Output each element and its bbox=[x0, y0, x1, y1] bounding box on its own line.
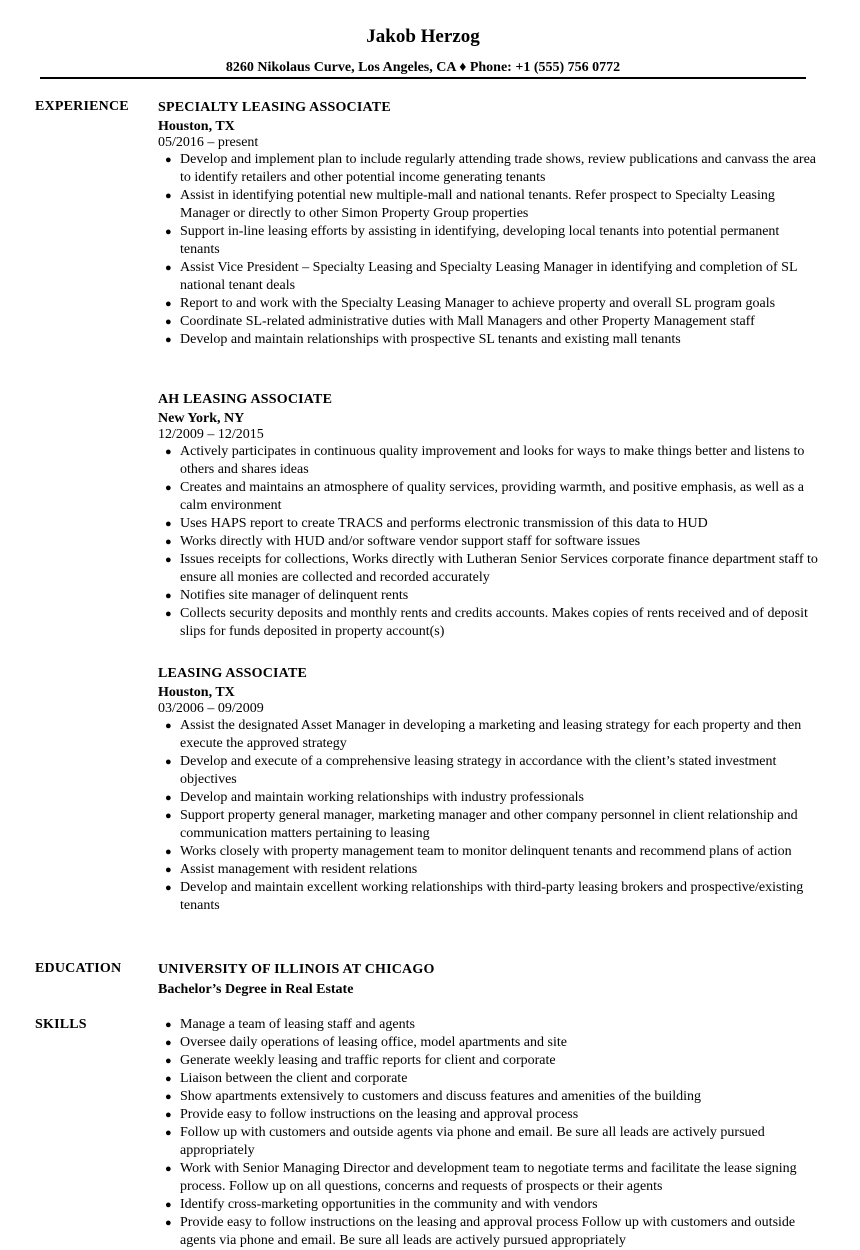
skill-item: ● Provide easy to follow instructions on the leasing and approval process Follow up with customers and outside agents via phone and email. Be sure all leads are actively pursued appropriately bbox=[165, 1215, 796, 1248]
bullet-icon: ● bbox=[165, 154, 172, 166]
bullet-item: ● Uses HAPS report to create TRACS and performs electronic transmission of this data to HUD bbox=[165, 516, 708, 531]
experience-entry bbox=[158, 99, 818, 349]
skill-item: ● Manage a team of leasing staff and agents bbox=[165, 1017, 415, 1032]
skill-item: ● Liaison between the client and corporate bbox=[165, 1071, 408, 1086]
bullet-icon: ● bbox=[165, 536, 172, 548]
bullet-icon: ● bbox=[165, 1109, 172, 1121]
bullet-icon: ● bbox=[165, 316, 172, 328]
bullet-icon: ● bbox=[165, 720, 172, 732]
job-location: Houston, TX bbox=[158, 685, 235, 700]
job-dates: 05/2016 – present bbox=[158, 135, 259, 150]
bullet-item: ● Assist in identifying potential new multiple-mall and national tenants. Refer prospect to Specialty Leasing Manager or directly to other Simon Property Group properties bbox=[165, 188, 775, 221]
bullet-icon: ● bbox=[165, 792, 172, 804]
bullet-item: ● Report to and work with the Specialty Leasing Manager to achieve property and overall SL program goals bbox=[165, 296, 776, 311]
bullet-item: ● Collects security deposits and monthly rents and credits accounts. Makes copies of rents received and of deposit slips for funds deposited in property account(s) bbox=[165, 606, 808, 639]
resume-name: Jakob Herzog bbox=[366, 26, 480, 47]
bullet-icon: ● bbox=[165, 1019, 172, 1031]
skill-item: ● Show apartments extensively to customers and discuss features and amenities of the building bbox=[165, 1089, 701, 1104]
bullet-icon: ● bbox=[165, 190, 172, 202]
bullet-icon: ● bbox=[165, 262, 172, 274]
degree: Bachelor’s Degree in Real Estate bbox=[158, 982, 354, 997]
bullet-item: ● Develop and execute of a comprehensive leasing strategy in accordance with the client’s stated investment objectives bbox=[165, 754, 777, 787]
bullet-icon: ● bbox=[165, 482, 172, 494]
experience-entry bbox=[158, 665, 818, 915]
bullet-icon: ● bbox=[165, 1163, 172, 1175]
bullet-icon: ● bbox=[165, 756, 172, 768]
job-bullets bbox=[158, 443, 818, 641]
skills-list bbox=[158, 1016, 818, 1250]
job-bullets bbox=[158, 717, 818, 915]
bullet-icon: ● bbox=[165, 810, 172, 822]
education-label: EDUCATION bbox=[35, 961, 122, 976]
bullet-item: ● Actively participates in continuous quality improvement and looks for ways to make things better and listens to others and shares ideas bbox=[165, 444, 805, 477]
bullet-item: ● Issues receipts for collections, Works directly with Lutheran Senior Services corporate finance department staff to ensure all monies are collected and recorded accurately bbox=[165, 552, 818, 585]
bullet-item: ● Assist Vice President – Specialty Leasing and Specialty Leasing Manager in identifying and completion of SL national tenant deals bbox=[165, 260, 797, 293]
skill-item: ● Oversee daily operations of leasing office, model apartments and site bbox=[165, 1035, 567, 1050]
bullet-icon: ● bbox=[165, 882, 172, 894]
bullet-item: ● Assist management with resident relations bbox=[165, 862, 418, 877]
bullet-item: ● Develop and maintain excellent working relationships with third-party leasing brokers and prospective/existing tenants bbox=[165, 880, 804, 913]
bullet-icon: ● bbox=[165, 446, 172, 458]
skills-label: SKILLS bbox=[35, 1017, 87, 1032]
job-dates: 12/2009 – 12/2015 bbox=[158, 427, 264, 442]
bullet-icon: ● bbox=[165, 1217, 172, 1229]
bullet-icon: ● bbox=[165, 590, 172, 602]
bullet-item: ● Notifies site manager of delinquent rents bbox=[165, 588, 409, 603]
job-bullets bbox=[158, 151, 818, 349]
bullet-icon: ● bbox=[165, 1037, 172, 1049]
bullet-icon: ● bbox=[165, 608, 172, 620]
skill-item: ● Work with Senior Managing Director and development team to negotiate terms and facilitate the lease signing process. Follow up on all questions, concerns and requests of prospects or their agents bbox=[165, 1161, 797, 1194]
job-location: New York, NY bbox=[158, 411, 245, 426]
education-entry bbox=[158, 961, 818, 999]
bullet-icon: ● bbox=[165, 518, 172, 530]
bullet-item: ● Support property general manager, marketing manager and other company personnel in client relationship and communication matters pertaining to leasing bbox=[165, 808, 798, 841]
job-title: LEASING ASSOCIATE bbox=[158, 666, 308, 681]
bullet-item: ● Develop and implement plan to include regularly attending trade shows, review publications and canvass the area to identify retailers and other potential income generating tenants bbox=[165, 152, 817, 185]
bullet-item: ● Develop and maintain relationships with prospective SL tenants and existing mall tenants bbox=[165, 332, 681, 347]
skill-item: ● Generate weekly leasing and traffic reports for client and corporate bbox=[165, 1053, 556, 1068]
bullet-icon: ● bbox=[165, 864, 172, 876]
bullet-item: ● Assist the designated Asset Manager in developing a marketing and leasing strategy for each property and then execute the approved strategy bbox=[165, 718, 802, 751]
bullet-item: ● Works directly with HUD and/or software vendor support staff for software issues bbox=[165, 534, 641, 549]
bullet-icon: ● bbox=[165, 1127, 172, 1139]
bullet-icon: ● bbox=[165, 1073, 172, 1085]
bullet-item: ● Creates and maintains an atmosphere of quality services, providing warmth, and positive emphasis, as well as a calm environment bbox=[165, 480, 805, 513]
bullet-item: ● Works closely with property management team to monitor delinquent tenants and recommend plans of action bbox=[165, 844, 792, 859]
skill-item: ● Provide easy to follow instructions on the leasing and approval process bbox=[165, 1107, 579, 1122]
job-dates: 03/2006 – 09/2009 bbox=[158, 701, 264, 716]
bullet-icon: ● bbox=[165, 298, 172, 310]
bullet-icon: ● bbox=[165, 226, 172, 238]
bullet-icon: ● bbox=[165, 1091, 172, 1103]
job-title: AH LEASING ASSOCIATE bbox=[158, 392, 333, 407]
experience-label: EXPERIENCE bbox=[35, 99, 129, 114]
bullet-icon: ● bbox=[165, 554, 172, 566]
experience-entry bbox=[158, 391, 818, 641]
bullet-item: ● Develop and maintain working relationships with industry professionals bbox=[165, 790, 584, 805]
job-title: SPECIALTY LEASING ASSOCIATE bbox=[158, 100, 391, 115]
contact-line: 8260 Nikolaus Curve, Los Angeles, CA ♦ Phone: +1 (555) 756 0772 bbox=[225, 60, 621, 75]
bullet-icon: ● bbox=[165, 334, 172, 346]
bullet-icon: ● bbox=[165, 1055, 172, 1067]
bullet-item: ● Coordinate SL-related administrative duties with Mall Managers and other Property Management staff bbox=[165, 314, 755, 329]
skill-item: ● Follow up with customers and outside agents via phone and email. Be sure all leads are actively pursued appropriately bbox=[165, 1125, 765, 1158]
bullet-item: ● Support in-line leasing efforts by assisting in identifying, developing local tenants into potential permanent tenants bbox=[165, 224, 780, 257]
job-location: Houston, TX bbox=[158, 119, 235, 134]
bullet-icon: ● bbox=[165, 846, 172, 858]
skill-item: ● Identify cross-marketing opportunities in the community and with vendors bbox=[165, 1197, 598, 1212]
school-name: UNIVERSITY OF ILLINOIS AT CHICAGO bbox=[158, 962, 435, 977]
header-divider bbox=[40, 77, 806, 79]
bullet-icon: ● bbox=[165, 1199, 172, 1211]
skills-bullets bbox=[158, 1016, 818, 1250]
